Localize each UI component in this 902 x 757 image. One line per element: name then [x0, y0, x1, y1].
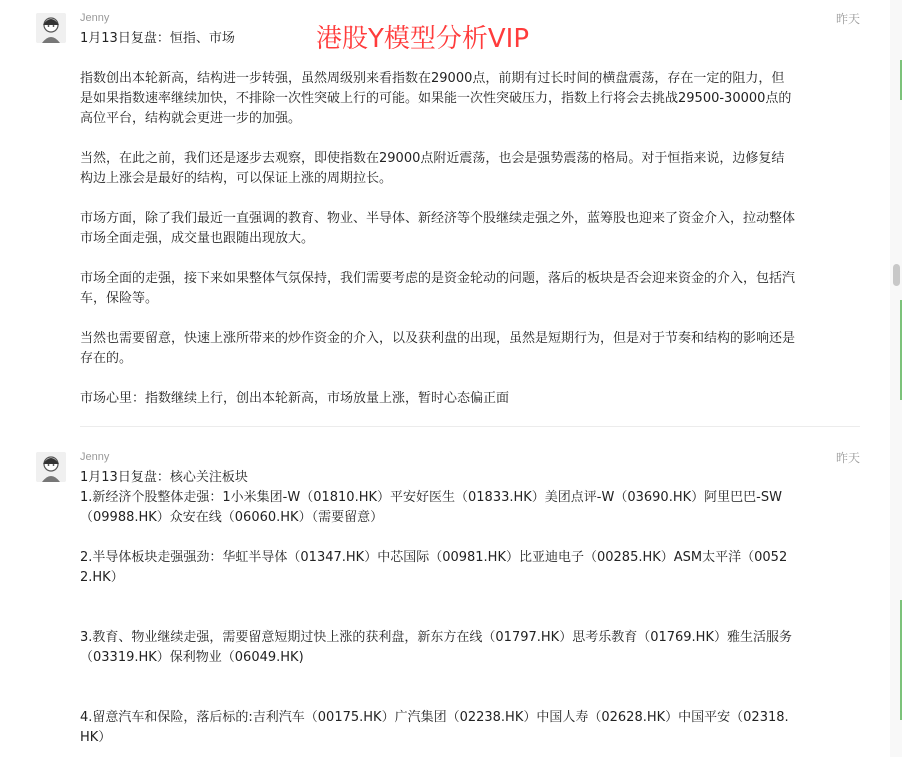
post-paragraph: 当然也需要留意，快速上涨所带来的炒作资金的介入，以及获利盘的出现，虽然是短期行为，但是对于节奏和结构的影响还是存在的。	[80, 331, 796, 366]
post-paragraph: 市场全面的走强，接下来如果整体气氛保持，我们需要考虑的是资金轮动的问题，落后的板块是否会迎来资金的介入，包括汽车，保险等。	[80, 271, 796, 306]
post-paragraph: 指数创出本轮新高，结构进一步转强，虽然周级别来看指数在29000点，前期有过长时间的横盘震荡，存在一定的阻力，但是如果指数速率继续加快，不排除一次性突破上行的可能。如果能一次性突破压力，指数上行将会去挑战29500-30000点的高位平台，结构就会更进一步的加强。	[80, 71, 792, 126]
post-paragraph: 当然，在此之前，我们还是逐步去观察，即使指数在29000点附近震荡，也会是强势震荡的格局。对于恒指来说，边修复结构边上涨会是最好的结构，可以保证上涨的周期拉长。	[80, 151, 785, 186]
avatar[interactable]	[36, 452, 66, 482]
post-paragraph: 4.留意汽车和保险，落后标的:吉利汽车（00175.HK）广汽集团（02238.HK）中国人寿（02628.HK）中国平安（02318.HK）	[80, 710, 789, 745]
post-title: 1月13日复盘：核心关注板块	[80, 470, 248, 485]
author-name[interactable]: Jenny	[80, 451, 110, 463]
post-paragraph: 市场心里：指数继续上行，创出本轮新高，市场放量上涨，暂时心态偏正面	[80, 391, 510, 406]
post-time: 昨天	[835, 12, 860, 26]
post-time: 昨天	[835, 451, 860, 465]
watermark: 港股Y模型分析VIP	[316, 24, 530, 54]
author-name[interactable]: Jenny	[80, 12, 110, 24]
post-paragraph: 1.新经济个股整体走强：1小米集团-W（01810.HK）平安好医生（01833.HK）美团点评-W（03690.HK）阿里巴巴-SW（09988.HK）众安在线（06060.HK）（需要留意）	[80, 490, 782, 525]
post-paragraph: 3.教育、物业继续走强，需要留意短期过快上涨的获利盘，新东方在线（01797.HK）思考乐教育（01769.HK）雅生活服务（03319.HK）保利物业（06049.HK)	[80, 630, 792, 665]
post-paragraph: 2.半导体板块走强强劲：华虹半导体（01347.HK）中芯国际（00981.HK）比亚迪电子（00285.HK）ASM太平洋（00522.HK）	[80, 550, 788, 585]
post-title: 1月13日复盘：恒指、市场	[80, 31, 235, 46]
post-paragraph: 市场方面，除了我们最近一直强调的教育、物业、半导体、新经济等个股继续走强之外，蓝筹股也迎来了资金介入，拉动整体市场全面走强，成交量也跟随出现放大。	[80, 211, 796, 246]
scrollbar-thumb[interactable]	[893, 264, 900, 286]
